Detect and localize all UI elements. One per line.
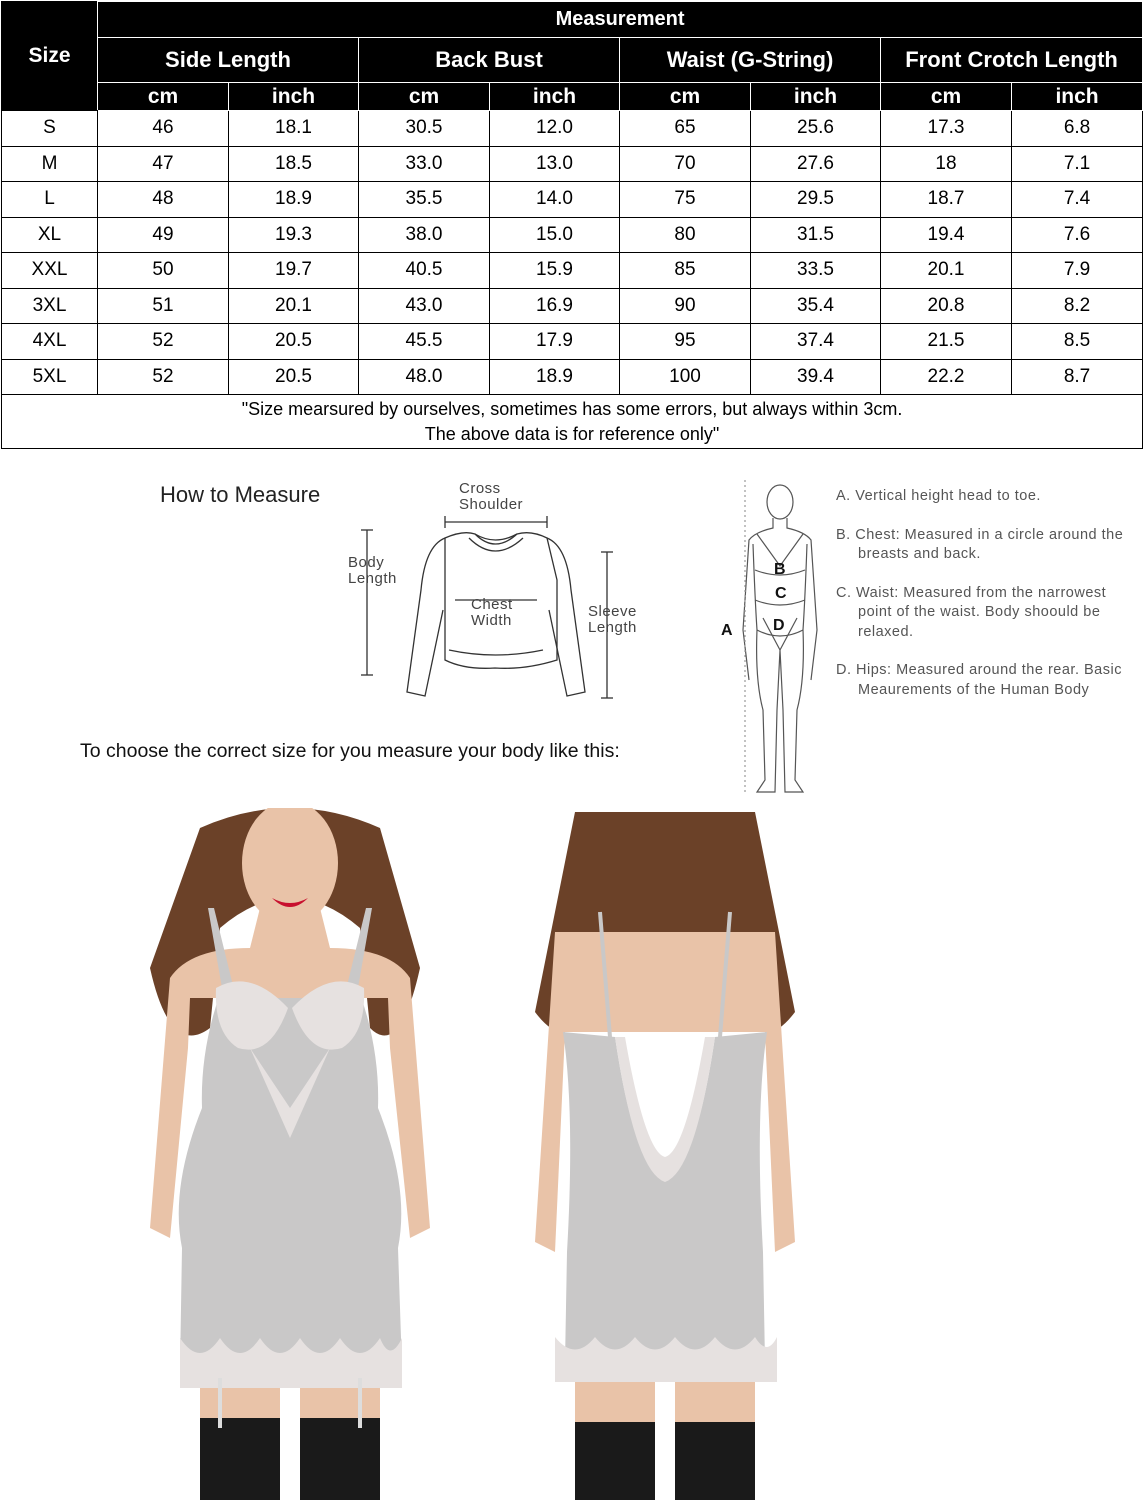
size-chart-table xyxy=(1,1,1143,449)
value-cell: 45.5 xyxy=(359,324,490,360)
value-cell: 8.2 xyxy=(1012,288,1143,324)
body-letter-c: C xyxy=(775,585,787,602)
measurement-header: Measurement xyxy=(98,2,1143,38)
body-letter-a: A xyxy=(721,622,733,639)
value-cell: 31.5 xyxy=(751,217,881,253)
back-bust-header: Back Bust xyxy=(359,38,620,83)
value-cell: 13.0 xyxy=(490,146,620,182)
value-cell: 70 xyxy=(620,146,751,182)
value-cell: 18.9 xyxy=(229,182,359,218)
value-cell: 14.0 xyxy=(490,182,620,218)
value-cell: 18 xyxy=(881,146,1012,182)
size-cell: 3XL xyxy=(2,288,98,324)
value-cell: 35.5 xyxy=(359,182,490,218)
body-letter-b: B xyxy=(774,561,786,578)
how-to-measure-title: How to Measure xyxy=(160,482,321,507)
unit-header: inch xyxy=(1012,83,1143,111)
value-cell: 25.6 xyxy=(751,111,881,147)
chest-width-label: Chest Width xyxy=(471,596,513,629)
table-row xyxy=(2,324,1143,360)
waist-header: Waist (G-String) xyxy=(620,38,881,83)
table-row xyxy=(2,359,1143,395)
value-cell: 48.0 xyxy=(359,359,490,395)
value-cell: 38.0 xyxy=(359,217,490,253)
value-cell: 43.0 xyxy=(359,288,490,324)
value-cell: 7.9 xyxy=(1012,253,1143,289)
value-cell: 16.9 xyxy=(490,288,620,324)
body-length-label: Body Length xyxy=(348,554,397,587)
value-cell: 85 xyxy=(620,253,751,289)
value-cell: 40.5 xyxy=(359,253,490,289)
value-cell: 18.1 xyxy=(229,111,359,147)
size-cell: 4XL xyxy=(2,324,98,360)
value-cell: 8.7 xyxy=(1012,359,1143,395)
value-cell: 7.1 xyxy=(1012,146,1143,182)
value-cell: 20.1 xyxy=(881,253,1012,289)
table-row xyxy=(2,111,1143,147)
unit-header: cm xyxy=(98,83,229,111)
value-cell: 20.8 xyxy=(881,288,1012,324)
value-cell: 22.2 xyxy=(881,359,1012,395)
value-cell: 18.5 xyxy=(229,146,359,182)
value-cell: 15.9 xyxy=(490,253,620,289)
table-row xyxy=(2,146,1143,182)
unit-header: inch xyxy=(229,83,359,111)
size-header: Size xyxy=(2,2,98,111)
unit-header: inch xyxy=(490,83,620,111)
table-row xyxy=(2,182,1143,218)
value-cell: 75 xyxy=(620,182,751,218)
value-cell: 33.5 xyxy=(751,253,881,289)
value-cell: 51 xyxy=(98,288,229,324)
value-cell: 46 xyxy=(98,111,229,147)
unit-header: cm xyxy=(620,83,751,111)
sleeve-length-label: Sleeve Length xyxy=(588,603,637,636)
unit-header: cm xyxy=(359,83,490,111)
value-cell: 15.0 xyxy=(490,217,620,253)
table-note-line-2: The above data is for reference only" xyxy=(424,423,720,444)
size-cell: L xyxy=(2,182,98,218)
value-cell: 27.6 xyxy=(751,146,881,182)
value-cell: 37.4 xyxy=(751,324,881,360)
value-cell: 65 xyxy=(620,111,751,147)
table-row xyxy=(2,253,1143,289)
size-cell: S xyxy=(2,111,98,147)
front-crotch-header: Front Crotch Length xyxy=(881,38,1143,83)
body-figure-sketch xyxy=(735,480,825,800)
side-length-header: Side Length xyxy=(98,38,359,83)
value-cell: 19.3 xyxy=(229,217,359,253)
value-cell: 35.4 xyxy=(751,288,881,324)
note-waist: C. Waist: Measured from the narrowest point of the waist. Body shoould be relaxed. xyxy=(836,584,1107,640)
value-cell: 39.4 xyxy=(751,359,881,395)
size-cell: 5XL xyxy=(2,359,98,395)
note-chest: B. Chest: Measured in a circle around the breasts and back. xyxy=(836,526,1124,562)
value-cell: 80 xyxy=(620,217,751,253)
measure-notes xyxy=(836,487,1136,719)
table-note xyxy=(2,395,1143,449)
value-cell: 18.7 xyxy=(881,182,1012,218)
note-hips: D. Hips: Measured around the rear. Basic Meaurements of the Human Body xyxy=(836,662,1122,698)
value-cell: 52 xyxy=(98,324,229,360)
value-cell: 12.0 xyxy=(490,111,620,147)
size-cell: M xyxy=(2,146,98,182)
value-cell: 100 xyxy=(620,359,751,395)
size-cell: XXL xyxy=(2,253,98,289)
note-vertical-height: A. Vertical height head to toe. xyxy=(836,488,1041,504)
value-cell: 19.7 xyxy=(229,253,359,289)
value-cell: 20.5 xyxy=(229,359,359,395)
value-cell: 49 xyxy=(98,217,229,253)
table-row xyxy=(2,217,1143,253)
value-cell: 29.5 xyxy=(751,182,881,218)
value-cell: 95 xyxy=(620,324,751,360)
value-cell: 6.8 xyxy=(1012,111,1143,147)
unit-header: inch xyxy=(751,83,881,111)
value-cell: 17.9 xyxy=(490,324,620,360)
value-cell: 50 xyxy=(98,253,229,289)
value-cell: 52 xyxy=(98,359,229,395)
value-cell: 47 xyxy=(98,146,229,182)
value-cell: 19.4 xyxy=(881,217,1012,253)
value-cell: 33.0 xyxy=(359,146,490,182)
cross-shoulder-label: Cross Shoulder xyxy=(459,480,524,513)
value-cell: 17.3 xyxy=(881,111,1012,147)
unit-header: cm xyxy=(881,83,1012,111)
choose-size-instruction: To choose the correct size for you measure your body like this: xyxy=(80,740,620,762)
value-cell: 8.5 xyxy=(1012,324,1143,360)
table-note-line-1: "Size mearsured by ourselves, sometimes has some errors, but always within 3cm. xyxy=(241,398,903,419)
value-cell: 30.5 xyxy=(359,111,490,147)
product-photo-front xyxy=(130,808,440,1500)
value-cell: 48 xyxy=(98,182,229,218)
size-cell: XL xyxy=(2,217,98,253)
body-letter-d: D xyxy=(773,617,785,634)
value-cell: 90 xyxy=(620,288,751,324)
value-cell: 7.4 xyxy=(1012,182,1143,218)
value-cell: 20.1 xyxy=(229,288,359,324)
product-photo-back xyxy=(515,812,815,1500)
value-cell: 18.9 xyxy=(490,359,620,395)
table-row xyxy=(2,288,1143,324)
value-cell: 7.6 xyxy=(1012,217,1143,253)
value-cell: 20.5 xyxy=(229,324,359,360)
value-cell: 21.5 xyxy=(881,324,1012,360)
